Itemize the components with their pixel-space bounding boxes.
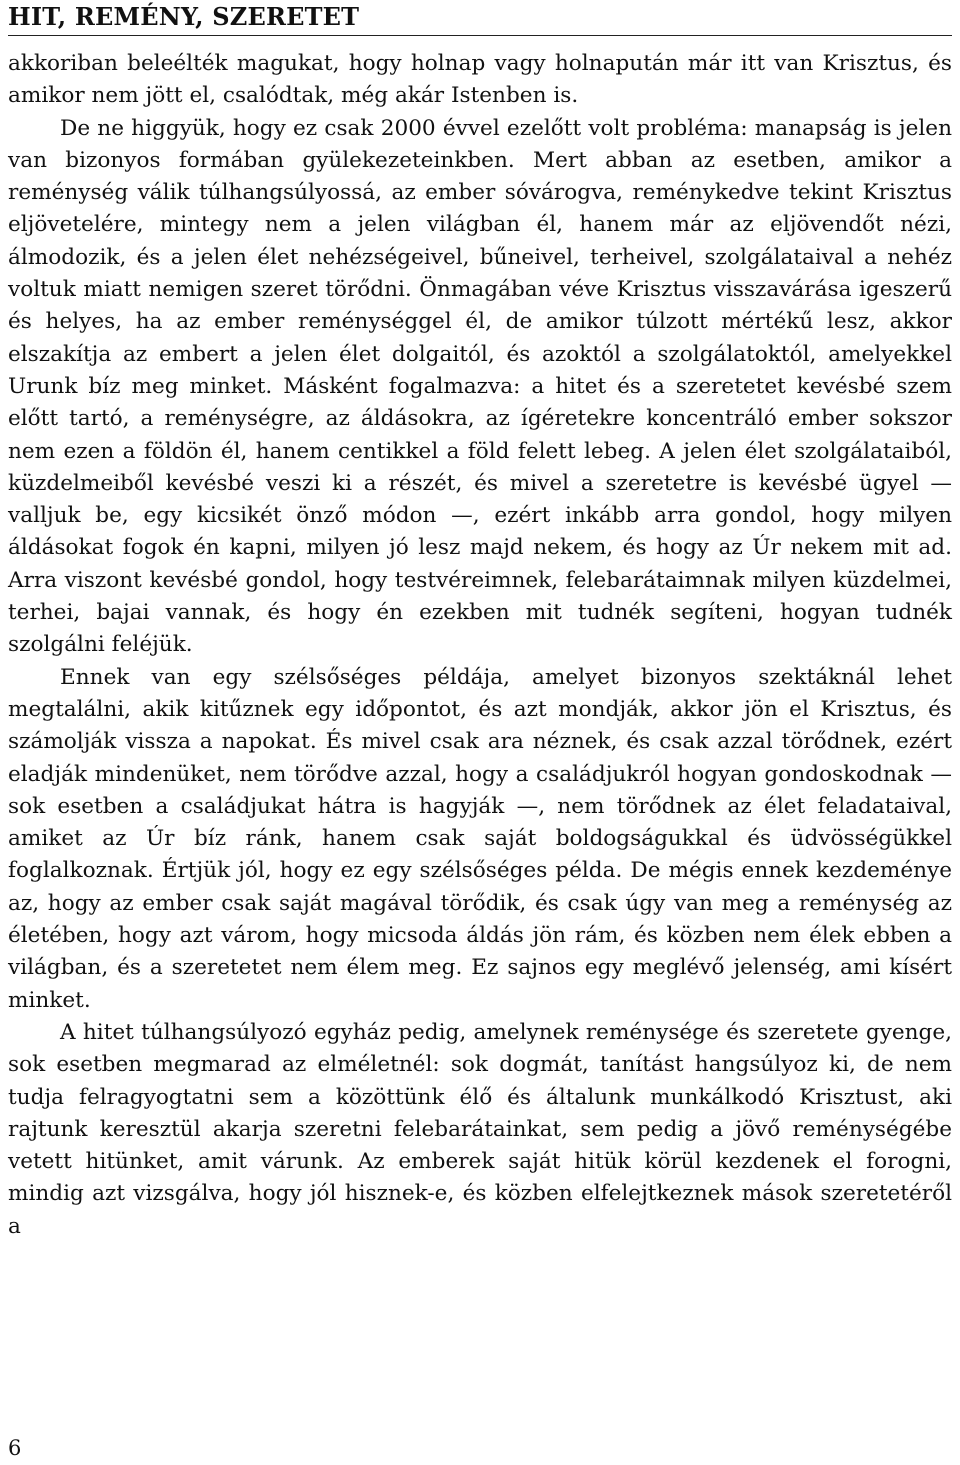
paragraph: A hitet túlhangsúlyozó egyház pedig, amelynek reménysége és szeretete gyenge, sok esetben megmarad az elméletnél: sok dogmát, tanítást hangsúlyoz ki, de nem tudja felragyogtatni sem a közöttünk élő és általunk munkálkodó Krisztust, aki rajtunk keresztül akarja szeretni felebarátainkat, sem pedig a jövő reménységébe vetett hitünket, amit várunk. Az emberek saját hitük körül kezdenek el forogni, mindig azt vizsgálva, hogy jól hisznek-e, és közben elfelejtkeznek mások szeretetéről a	[8, 1019, 952, 1239]
paragraph: Ennek van egy szélsőséges példája, amelyet bizonyos szektáknál lehet megtalálni, akik kitűznek egy időpontot, és azt mondják, akkor jön el Krisztus, és számolják vissza a napokat. És mivel csak ara néznek, és csak azzal törődnek, ezért eladják mindenüket, nem törődve azzal, hogy a családjukról hogyan gondoskodnak — sok esetben a családjukat hátra is hagyják —, nem törődnek az élet feladataival, amiket az Úr bíz ránk, hanem csak saját boldogságukkal és üdvösségükkel foglalkoznak. Értjük jól, hogy ez egy szélsőséges példa. De mégis ennek kezdeménye az, hogy az ember csak saját magával törődik, és csak úgy van meg a reménység az életében, hogy azt várom, hogy micsoda áldás jön rám, és közben nem élek ebben a világban, és a szeretetet nem élem meg. Ez sajnos egy meglévő jelenség, ami kísért minket.	[8, 664, 952, 1013]
paragraph-continuation: akkoriban beleélték magukat, hogy holnap vagy holnapután már itt van Krisztus, és amikor nem jött el, csalódtak, még akár Istenben is.	[8, 51, 952, 109]
body-text	[8, 48, 952, 1243]
paragraph: De ne higgyük, hogy ez csak 2000 évvel ezelőtt volt probléma: manapság is jelen van bizonyos formában gyülekezeteinkben. Mert abban az esetben, amikor a reménység válik túlhangsúlyossá, az ember sóvárogva, reménykedve tekint Krisztus eljövetelére, mintegy nem a jelen világban él, hanem már az eljövendőt nézi, álmodozik, és a jelen élet nehézségeivel, bűneivel, terheivel, szolgálataival a nehéz voltuk miatt nemigen szeret törődni. Önmagában véve Krisztus visszavárása igeszerű és helyes, ha az ember reménységgel él, de amikor túlzott mértékű lesz, akkor elszakítja az embert a jelen élet dolgaitól, és azoktól a szolgálatoktól, amelyekkel Urunk bíz meg minket. Másként fogalmazva: a hitet és a szeretetet kevésbé szem előtt tartó, a reménységre, az áldásokra, az ígéretekre koncentráló ember sokszor nem ezen a földön él, hanem centikkel a föld felett lebeg. A jelen élet szolgálataiból, küzdelmeiből kevésbé veszi ki a részét, és mivel a szeretetre is kevésbé ügyel — valljuk be, egy kicsikét önző módon —, ezért inkább arra gondol, hogy milyen áldásokat fogok én kapni, milyen jó lesz majd nekem, és hogy az Úr nekem mit ad. Arra viszont kevésbé gondol, hogy testvéreimnek, felebarátaimnak milyen küzdelmei, terhei, bajai vannak, és hogy én ezekben mit tudnék segíteni, hogyan tudnék szolgálni feléjük.	[8, 115, 952, 658]
running-header-title: HIT, REMÉNY, SZERETET	[8, 0, 952, 36]
document-page	[8, 0, 952, 1243]
page-number: 6	[8, 1436, 22, 1460]
